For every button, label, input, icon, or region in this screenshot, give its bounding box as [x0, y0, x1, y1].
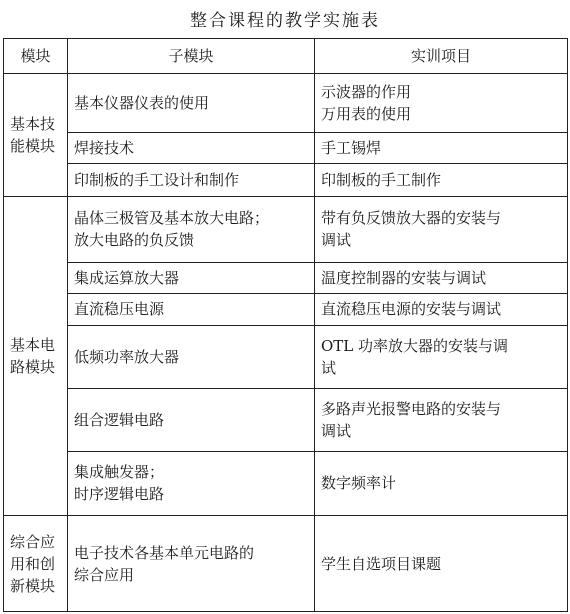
project-line: 调试 — [321, 231, 352, 250]
submodule-line: 时序逻辑电路 — [74, 485, 165, 504]
project-line: 带有负反馈放大器的安装与 — [321, 209, 502, 228]
table-row — [4, 74, 568, 133]
project-line: 数字频率计 — [321, 474, 397, 493]
submodule-line: 电子技术各基本单元电路的 — [74, 543, 255, 562]
table-row — [4, 196, 568, 262]
project-cell — [315, 294, 568, 325]
header-training-project: 实训项目 — [315, 39, 568, 74]
project-line: 温度控制器的安装与调试 — [321, 268, 487, 287]
project-line: 学生自选项目课题 — [321, 554, 442, 573]
project-cell — [315, 388, 568, 451]
project-cell — [315, 325, 568, 388]
table-header-row — [4, 39, 568, 74]
project-line: 调试 — [321, 421, 352, 440]
module-line: 新模块 — [10, 576, 56, 595]
submodule-line: 印制板的手工设计和制作 — [74, 171, 240, 190]
project-line: 示波器的作用 — [321, 82, 412, 101]
module-cell — [4, 196, 68, 516]
submodule-cell — [68, 196, 315, 262]
submodule-cell — [68, 164, 315, 196]
project-line: 印制板的手工制作 — [321, 171, 442, 190]
table-row — [4, 451, 568, 516]
table-row — [4, 388, 568, 451]
page-title: 整合课程的教学实施表 — [190, 11, 380, 31]
module-line: 用和创 — [10, 554, 56, 573]
submodule-cell — [68, 325, 315, 388]
table-row — [4, 164, 568, 196]
project-cell — [315, 74, 568, 133]
submodule-line: 集成运算放大器 — [74, 268, 180, 287]
module-line: 路模块 — [10, 358, 56, 377]
submodule-line: 晶体三极管及基本放大电路； — [74, 209, 270, 228]
project-cell — [315, 262, 568, 293]
submodule-cell — [68, 262, 315, 293]
project-cell — [315, 516, 568, 612]
table-row — [4, 132, 568, 163]
submodule-line: 低频功率放大器 — [74, 347, 180, 366]
submodule-line: 焊接技术 — [74, 139, 135, 158]
project-line: 多路声光报警电路的安装与 — [321, 399, 502, 418]
table-row — [4, 294, 568, 325]
project-line: OTL 功率放大器的安装与调 — [321, 336, 509, 355]
module-line: 综合应 — [10, 532, 56, 551]
submodule-line: 直流稳压电源 — [74, 300, 165, 319]
submodule-cell — [68, 132, 315, 163]
header-module: 模块 — [4, 39, 68, 74]
submodule-line: 组合逻辑电路 — [74, 410, 165, 429]
project-cell — [315, 451, 568, 516]
submodule-cell — [68, 451, 315, 516]
module-cell — [4, 74, 68, 197]
project-cell — [315, 132, 568, 163]
project-line: 手工锡焊 — [321, 139, 382, 158]
submodule-cell — [68, 388, 315, 451]
course-implementation-table — [3, 38, 568, 612]
table-row — [4, 516, 568, 612]
project-line: 万用表的使用 — [321, 104, 412, 123]
project-line: 试 — [321, 358, 337, 377]
module-line: 基本电 — [10, 336, 56, 355]
submodule-line: 基本仪器仪表的使用 — [74, 93, 210, 112]
project-cell — [315, 164, 568, 196]
submodule-line: 集成触发器； — [74, 463, 165, 482]
module-line: 基本技 — [10, 114, 56, 133]
submodule-cell — [68, 74, 315, 133]
project-cell — [315, 196, 568, 262]
module-cell — [4, 516, 68, 612]
table-row — [4, 262, 568, 293]
submodule-cell — [68, 516, 315, 612]
table-row — [4, 325, 568, 388]
module-line: 能模块 — [10, 136, 56, 155]
submodule-cell — [68, 294, 315, 325]
submodule-line: 放大电路的负反馈 — [74, 231, 195, 250]
project-line: 直流稳压电源的安装与调试 — [321, 300, 502, 319]
header-submodule: 子模块 — [68, 39, 315, 74]
submodule-line: 综合应用 — [74, 565, 135, 584]
